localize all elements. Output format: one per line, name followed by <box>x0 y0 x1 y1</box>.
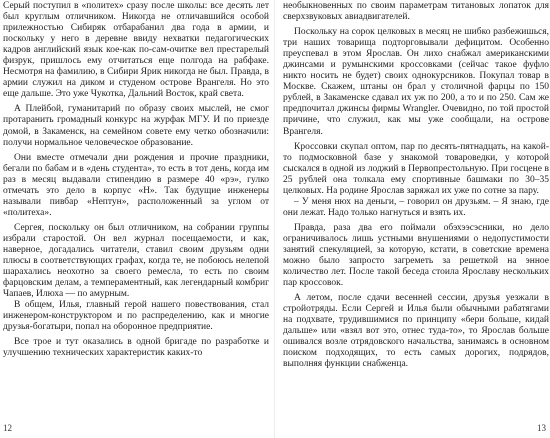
paragraph: А летом, после сдачи весенней сессии, друзья уезжали в стройотряды. Если Сергей и Илья были обычными рабатягами на подхвате, трудившимися по принципу «бери больше, кидай дальше» или «взял вот это, отнес туда-то», то Ярослав больше ошивался возле отрядовского начальства, занимаясь в основном поиском подходящих, то есть самых дорогих, подрядов, выполняя функции снабженца. <box>283 293 549 370</box>
paragraph: Поскольку на сорок целковых в месяц не шибко разбежишься, три наших товарища подторговывали дефицитом. Особенно преуспевал в этом Ярослав. Он лихо снабжал американскими джинсами и румынскими кроссовками (сейчас такое фуфло никто носить не будет) своих однокурсников. Покупал товар в Москве. Скажем, штаны он брал у столичной фарцы по 150 рублей, в Закаменске сдавал их уж по 200, а то и по 250. Сам же предпочитал джинсы фирмы Wrangler. Очевидно, по той простой причине, что служил, как мы уже сообщали, на острове Врангеля. <box>283 27 549 137</box>
paragraph: Правда, раза два его поймали обэхээсэсники, но дело ограничивалось лишь устными внушениями о недопустимости занятий спекуляцией, за которую, кстати, в советские времена можно было запросто загреметь за решеткой на энное количество лет. После такой беседа стоила Ярославу нескольких пар кроссовок. <box>283 222 549 289</box>
page-number-right: 13 <box>537 423 546 433</box>
right-page-text <box>283 1 549 371</box>
paragraph: Все трое и тут оказались в одной бригаде по разработке и улучшению технических характеристик каких-то <box>3 337 269 359</box>
paragraph: Серый поступил в «политех» сразу после школы: все десять лет был круглым отличником. Никогда не отличавшийся особой прилежностью Сибиряк отбарабанил два года в армии, и поскольку у него в деревне ввиду нехватки педагогических кадров английский язык кое-как по-сам-очитке вел престарелый физрук, пришлось ему отчитаться еще полгода на рабфаке. Несмотря на фамилию, в Сибири Ярик никогда не был. Правда, в армии служил на диком и студеном острове Врангеля. Но это еще дальше. Это уже Чукотка, Дальний Восток, край света. <box>3 1 269 100</box>
paragraph: В общем, Илья, главный герой нашего повествования, стал инженером-конструктором и по распределению, как и многие друзья-богатыри, попал на оборонное предприятие. <box>3 300 269 333</box>
page-number-left: 12 <box>3 423 12 433</box>
paragraph: Кроссовки скупал оптом, пар по десять-пятнадцать, на какой-то подмосковной базе у знакомой товароведки, у которой сыскался в одной из лоджий в Первопрестольную. При госцене в 25 рублей она толкала ему спортивные башмаки по 30–35 целковых. На родине Ярослав заряжал их уже по сотне за пару. <box>283 141 549 196</box>
paragraph: Сергея, поскольку он был отличником, на собрании группы избрали старостой. Он вел журнал посещаемости, и как, наверное, догадались читатели, ставил своим друзьям одни плюсы в соответствующих графах, когда те, не побоюсь нелепой шарахались неохотно за своего ремесла, то есть по своим фарцовским делам, а темпераментный, как легендарный комбриг Чапаев, Илюха — по амурным. <box>3 222 269 300</box>
paragraph: А Плейбой, гуманитарий по образу своих мыслей, не смог протаранить громадный конкурс на журфак МГУ. И по приезде домой, в Закаменск, на семейном совете ему четко обозначили: получи нормальное человеческое образование. <box>3 104 269 148</box>
paragraph: необыкновенных по своим параметрам титановых лопаток для сверхзвуковых авиадвигателей. <box>283 1 549 23</box>
page-gutter <box>274 0 275 438</box>
paragraph: Они вместе отмечали дни рождения и прочие праздники, бегали по бабам и в «день студента», то есть в тот день, когда им раз в месяц выдавали стипендию в размере 40 «рэ», гулко отмечать это дело в корпус «Н». Так будущие инженеры называли пивбар «Нептун», расположенный за углом от «политеха». <box>3 152 269 218</box>
left-page-text <box>3 1 269 359</box>
paragraph: – У меня нюх на деньги, – говорил он друзьям. – Я знаю, где они лежат. Надо только нагнуться и взять их. <box>283 196 549 218</box>
